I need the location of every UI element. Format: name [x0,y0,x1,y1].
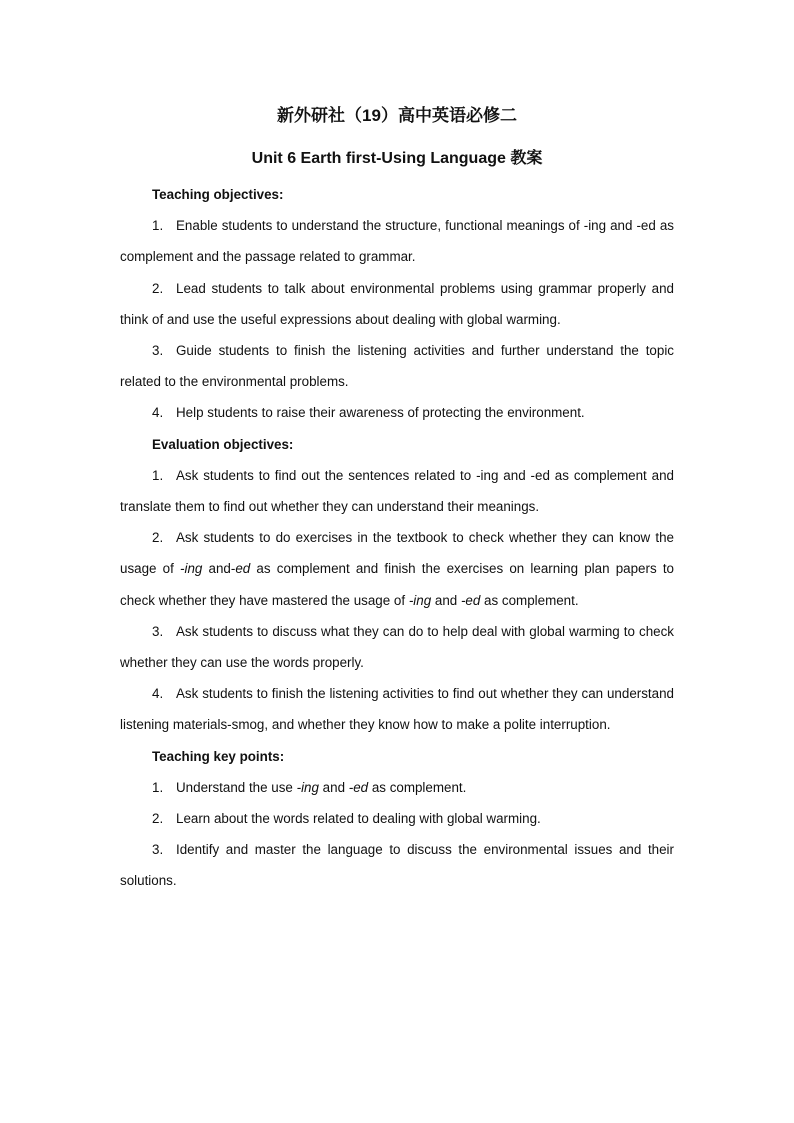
item-text-italic: -ed [348,779,369,795]
item-number: 2. [152,530,164,546]
item-text-part: and- [202,561,236,577]
document-title-english: Unit 6 Earth first-Using Language 教案 [251,150,543,167]
item-text: Lead students to talk about environmental problems using grammar properly and think of and use the useful expressions about dealing with global warming. [120,280,674,327]
item-text-italic: -ed [460,592,481,608]
document-title-chinese: 新外研社（19）高中英语必修二 [277,106,517,125]
item-number: 1. [152,218,164,234]
item-text: Ask students to discuss what they can do to help deal with global warming to check whether they can use the words properly. [120,623,674,671]
teaching-objective-item [120,210,674,272]
item-text: Identify and master the language to discuss the environmental issues and their solutions. [120,842,674,889]
item-text-italic: -ing [408,592,432,608]
item-text-part: as complement. [480,592,579,608]
key-point-item [120,834,674,896]
item-text: Enable students to understand the structure, functional meanings of -ing and -ed as complement and the passage related to grammar. [120,218,674,265]
item-text-part: and [431,592,461,608]
teaching-objective-item [120,335,674,397]
evaluation-objective-item [120,678,674,740]
item-number: 3. [152,842,164,858]
item-number: 3. [152,623,164,639]
item-number: 4. [152,405,164,421]
item-text-part: and [318,779,349,795]
item-text-part: Ask students to do exercises in the textbook to check whether they can know the usage of [120,530,674,577]
item-text-part: as complement and finish the exercises on learning plan papers to check whether they have mastered the usage of [120,561,675,608]
item-text: Guide students to finish the listening activities and further understand the topic related to the environmental problems. [120,343,674,390]
item-number: 3. [152,343,164,358]
document-body [120,179,674,897]
item-number: 2. [152,280,164,296]
teaching-objective-item [120,273,674,335]
item-text-italic: -ing [180,561,203,577]
evaluation-objective-item [120,522,674,616]
item-number: 4. [152,686,164,702]
key-point-item [120,803,674,834]
teaching-objective-item [120,397,674,428]
item-text-italic: -ing [296,779,319,795]
item-text: Help students to raise their awareness of protecting the environment. [176,405,585,421]
evaluation-objective-item [120,616,674,678]
teaching-key-points-heading: Teaching key points: [152,748,285,764]
evaluation-objective-item [120,460,674,522]
item-number: 1. [152,467,164,483]
teaching-objectives-heading: Teaching objectives: [152,187,284,202]
item-number: 2. [152,811,164,827]
key-point-item [120,772,674,803]
item-text: Learn about the words related to dealing with global warming. [176,811,541,827]
item-text: Ask students to finish the listening activities to find out whether they can understand listening materials-smog, and whether they know how to make a polite interruption. [120,686,674,733]
item-text-italic: ed [235,561,251,577]
item-text-part: Understand the use [176,779,297,795]
item-text-part: as complement. [368,779,467,795]
item-number: 1. [152,779,164,795]
item-text: Ask students to find out the sentences related to -ing and -ed as complement and translate them to find out whether they can understand their meanings. [120,467,674,514]
evaluation-objectives-heading: Evaluation objectives: [152,436,294,452]
